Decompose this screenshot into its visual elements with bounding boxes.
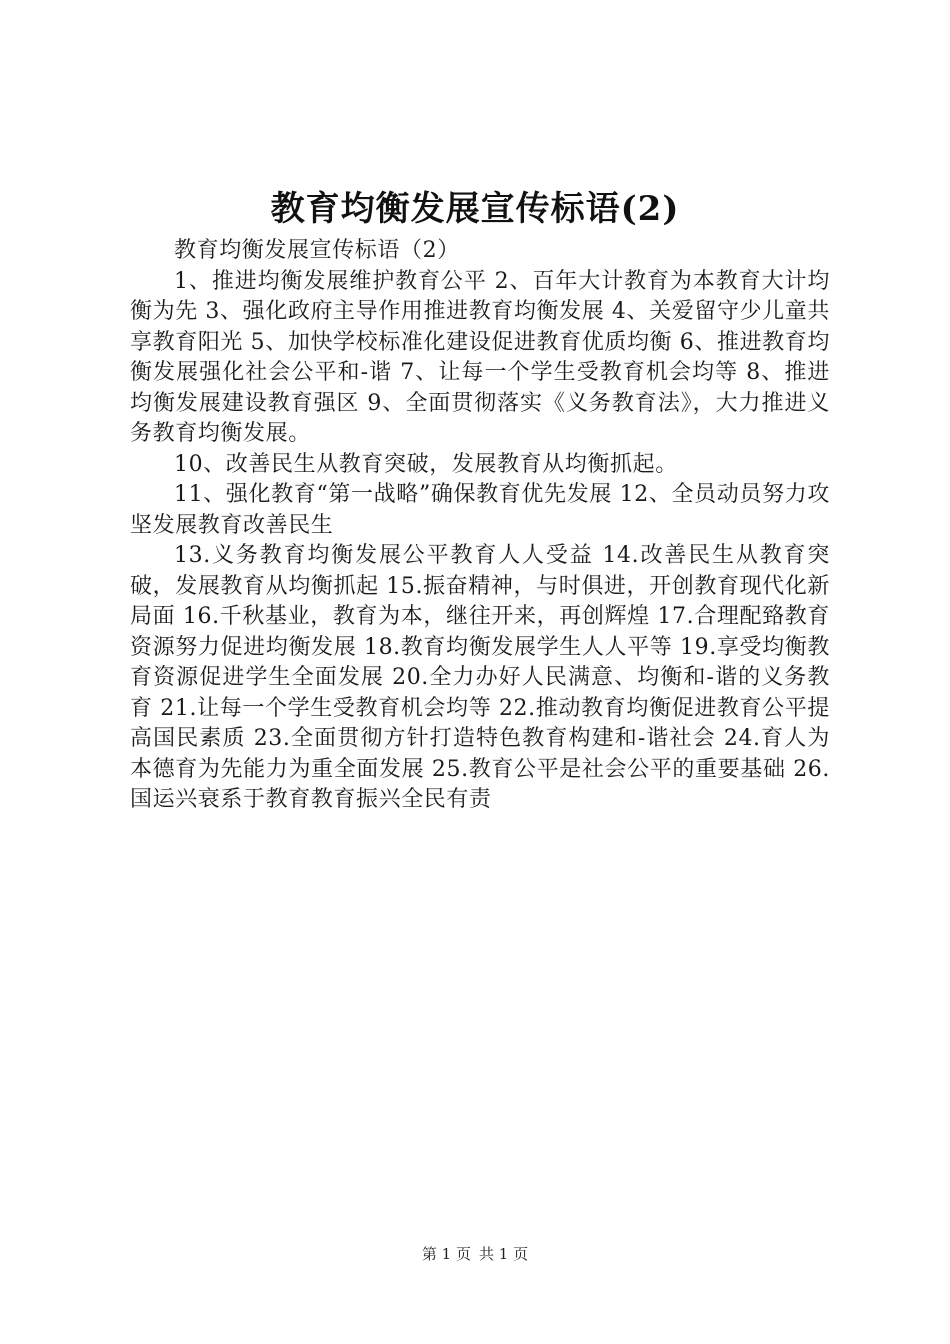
paragraph-subtitle: 教育均衡发展宣传标语（2） [174,238,460,263]
document-body [130,236,830,816]
page-number: 第 1 页 [421,1245,471,1263]
paragraph-slogan-10: 10、改善民生从教育突破，发展教育从均衡抓起。 [174,451,678,477]
paragraph-slogans-13-26: 13.义务教育均衡发展公平教育人人受益 14.改善民生从教育突破，发展教育从均衡抓起 15.振奋精神，与时俱进，开创教育现代化新局面 16.千秋基业，教育为本，继往开来，再创辉煌 17.合理配臵教育资源努力促进均衡发展 18.教育均衡发展学生人人平等 19.享受均衡教育资源促进学生全面发展 20.全力办好人民满意、均衡和-谐的义务教育 21.让每一个学生受教育机会均等 22.推动教育均衡促进教育公平提高国民素质 23.全面贯彻方针打造特色教育构建和-谐社会 24.育人为本德育为先能力为重全面发展 25.教育公平是社会公平的重要基础 26.国运兴衰系于教育教育振兴全民有责 [130,543,830,812]
paragraph-slogans-1-9: 1、推进均衡发展维护教育公平 2、百年大计教育为本教育大计均衡为先 3、强化政府主导作用推进教育均衡发展 4、关爱留守少儿童共享教育阳光 5、加快学校标准化建设促进教育优质均衡 6、推进教育均衡发展强化社会公平和-谐 7、让每一个学生受教育机会均等 8、推进均衡发展建设教育强区 9、全面贯彻落实《义务教育法》，大力推进义务教育均衡发展。 [130,268,830,446]
page-footer [0,1244,950,1264]
document-title: 教育均衡发展宣传标语(2) [270,189,680,229]
page-total: 共 1 页 [479,1245,529,1263]
paragraph-slogans-11-12: 11、强化教育“第一战略”确保教育优先发展 12、全员动员努力攻坚发展教育改善民生 [130,482,830,538]
